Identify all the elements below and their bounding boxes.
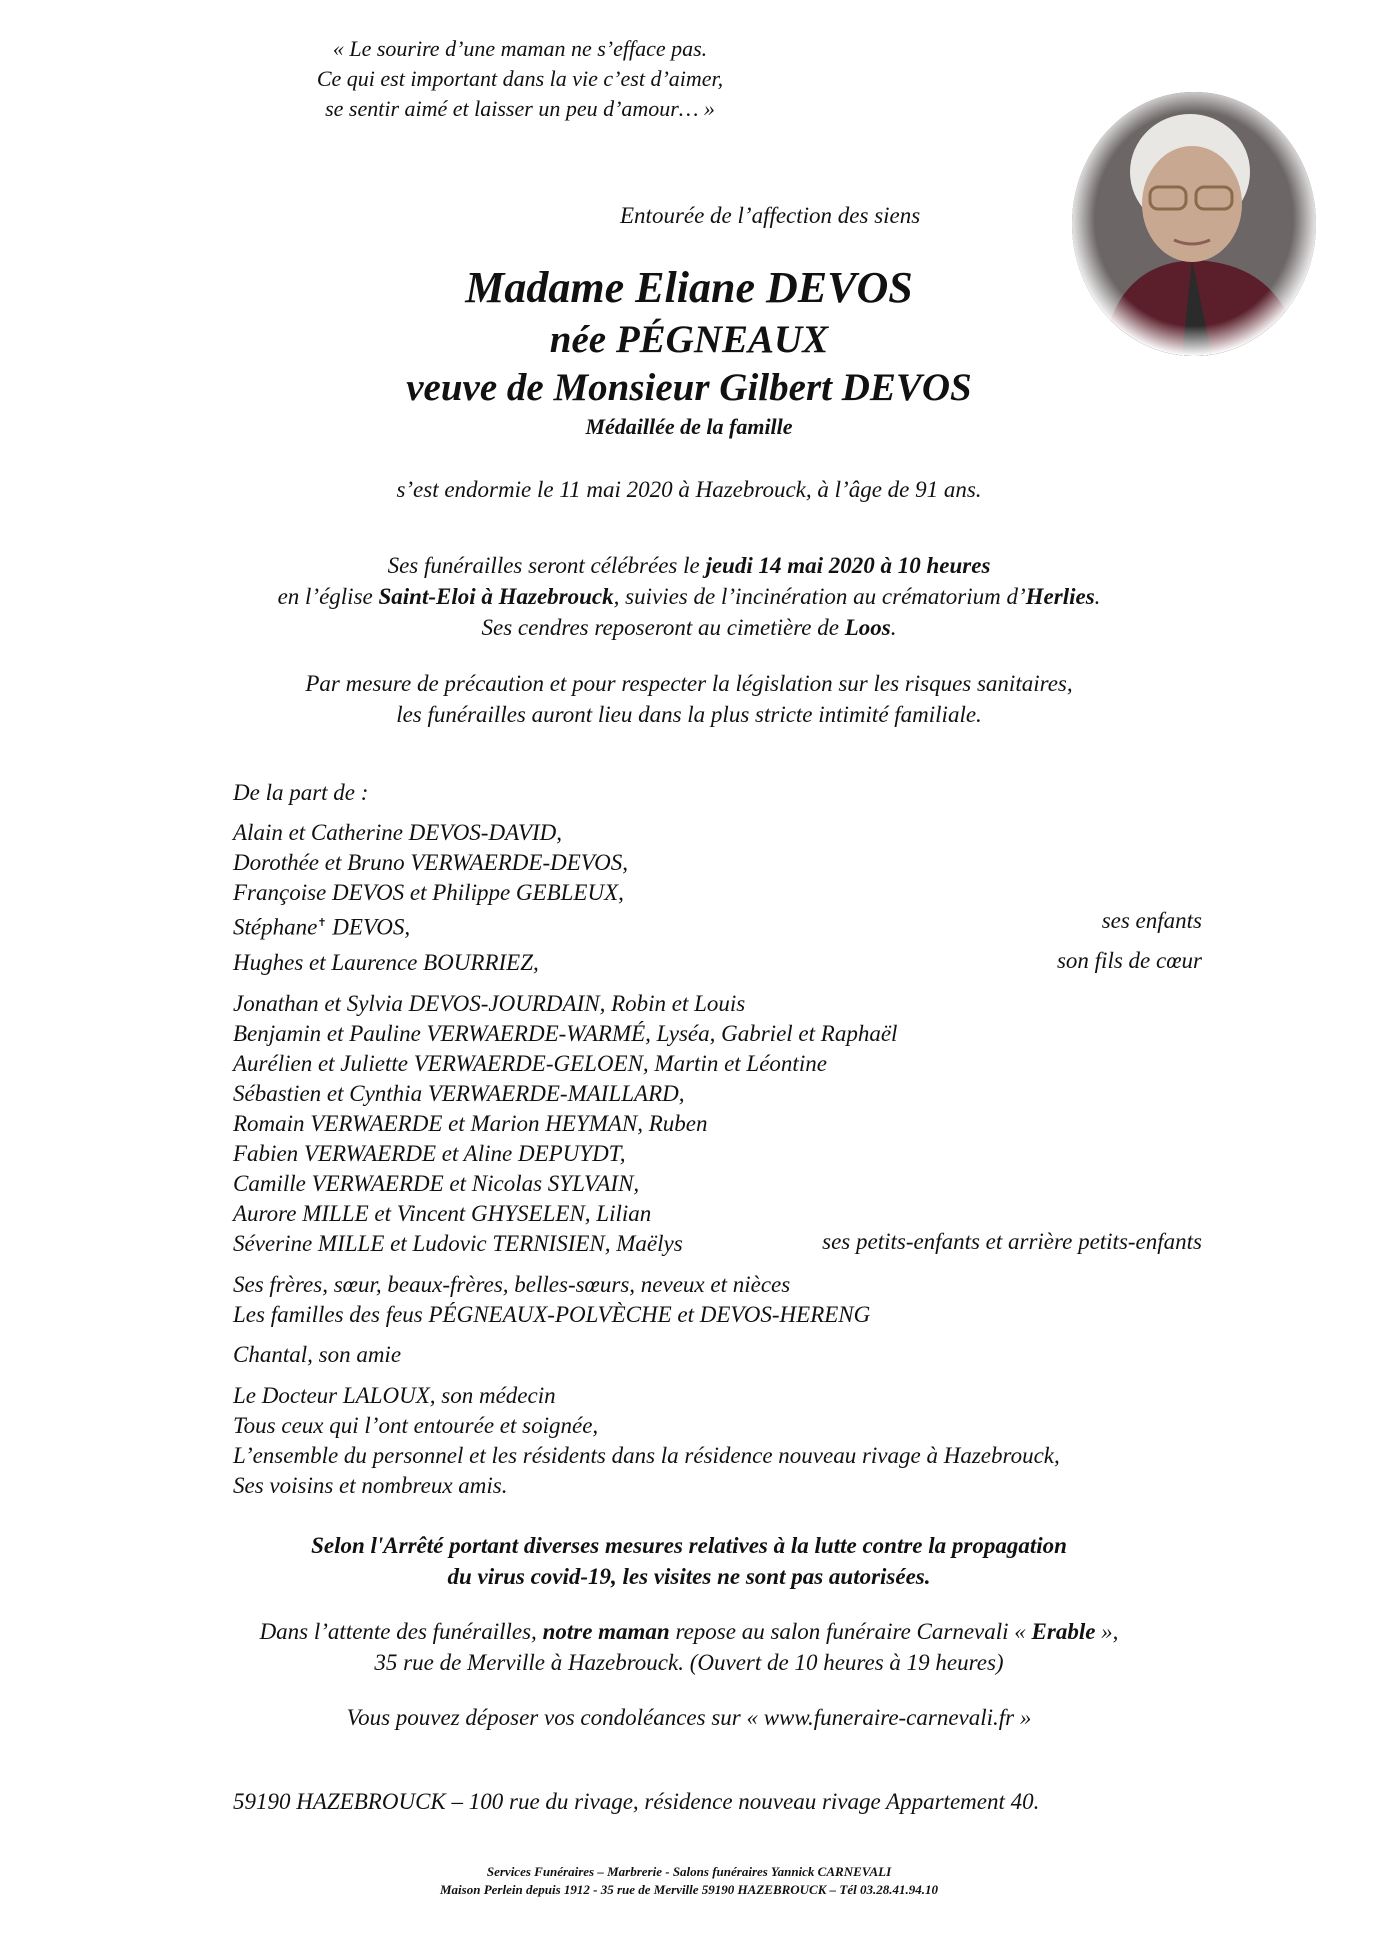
church-name: Saint-Eloi à Hazebrouck: [378, 584, 614, 609]
funeral-text: en l’église: [277, 584, 379, 609]
children-list: [233, 818, 628, 943]
footer-line: Maison Perlein depuis 1912 - 35 rue de Merville 59190 HAZEBROUCK – Tél 03.28.41.94.10: [440, 1882, 938, 1897]
waiting-text: Dans l’attente des funérailles,: [259, 1619, 543, 1644]
list-item: Aurélien et Juliette VERWAERDE-GELOEN, Martin et Léontine: [233, 1051, 827, 1076]
waiting-text: »,: [1095, 1619, 1119, 1644]
from-label: De la part de :: [233, 780, 369, 805]
child-last-name: DEVOS,: [326, 914, 411, 940]
funeral-line-1: [0, 550, 1378, 581]
salon-name: Erable: [1031, 1619, 1096, 1644]
waiting-text: repose au salon funéraire Carnevali «: [669, 1619, 1032, 1644]
precaution-notice: [0, 668, 1378, 730]
list-item: Aurore MILLE et Vincent GHYSELEN, Lilian: [233, 1201, 652, 1226]
list-item: Dorothée et Bruno VERWAERDE-DEVOS,: [233, 850, 628, 875]
funeral-text: Ses cendres reposeront au cimetière de: [481, 615, 845, 640]
list-item: Romain VERWAERDE et Marion HEYMAN, Ruben: [233, 1111, 708, 1136]
funeral-line-2: [0, 581, 1378, 612]
list-item: Camille VERWAERDE et Nicolas SYLVAIN,: [233, 1171, 640, 1196]
surrounded-text: Entourée de l’affection des siens: [620, 203, 921, 228]
deceased-name: Madame Eliane DEVOS: [465, 263, 913, 312]
funeral-line-3: [0, 612, 1378, 643]
waiting-notice: [0, 1616, 1378, 1678]
siblings-list: [233, 1270, 870, 1330]
waiting-line-2: 35 rue de Merville à Hazebrouck. (Ouvert de 10 heures à 19 heures): [374, 1650, 1004, 1675]
funeral-text: , suivies de l’incinération au crématorium d’: [613, 584, 1026, 609]
list-item: L’ensemble du personnel et les résidents dans la résidence nouveau rivage à Hazebrouck,: [233, 1443, 1060, 1468]
funeral-date: jeudi 14 mai 2020 à 10 heures: [705, 553, 991, 578]
covid-notice: [0, 1530, 1378, 1592]
precaution-line: Par mesure de précaution et pour respecter la législation sur les risques sanitaires,: [305, 671, 1073, 696]
funeral-text: Ses funérailles seront célébrées le: [387, 553, 706, 578]
list-item: Sébastien et Cynthia VERWAERDE-MAILLARD,: [233, 1081, 685, 1106]
list-item: Le Docteur LALOUX, son médecin: [233, 1383, 556, 1408]
passed-away-text: s’est endormie le 11 mai 2020 à Hazebrouck, à l’âge de 91 ans.: [396, 477, 982, 502]
crematorium-place: Herlies: [1025, 584, 1095, 609]
list-item: Ses voisins et nombreux amis.: [233, 1473, 508, 1498]
cross-icon: ✝: [317, 917, 327, 929]
list-item: [233, 908, 628, 943]
grandchildren-list: [233, 989, 897, 1259]
others-list: [233, 1381, 1060, 1501]
cemetery-place: Loos: [844, 615, 891, 640]
friend: Chantal, son amie: [233, 1342, 402, 1367]
medal-text: Médaillée de la famille: [585, 414, 793, 439]
list-item: Les familles des feus PÉGNEAUX-POLVÈCHE et DEVOS-HERENG: [233, 1302, 871, 1327]
maiden-name: née PÉGNEAUX: [549, 318, 829, 361]
funeral-details: [0, 550, 1378, 643]
child-first-name: Stéphane: [233, 914, 318, 940]
list-item: Séverine MILLE et Ludovic TERNISIEN, Maëlys: [233, 1231, 683, 1256]
home-address: 59190 HAZEBROUCK – 100 rue du rivage, résidence nouveau rivage Appartement 40.: [233, 1789, 1040, 1814]
widow-of: veuve de Monsieur Gilbert DEVOS: [406, 366, 972, 409]
list-item: Françoise DEVOS et Philippe GEBLEUX,: [233, 880, 624, 905]
children-role: ses enfants: [1101, 908, 1202, 933]
covid-line: du virus covid-19, les visites ne sont pas autorisées.: [447, 1564, 931, 1589]
list-item: Fabien VERWAERDE et Aline DEPUYDT,: [233, 1141, 626, 1166]
list-item: Benjamin et Pauline VERWAERDE-WARMÉ, Lyséa, Gabriel et Raphaël: [233, 1021, 898, 1046]
list-item: Ses frères, sœur, beaux-frères, belles-sœurs, neveux et nièces: [233, 1272, 791, 1297]
our-mother: notre maman: [542, 1619, 670, 1644]
waiting-line-1: [0, 1616, 1378, 1647]
list-item: Alain et Catherine DEVOS-DAVID,: [233, 820, 563, 845]
condolences-text: Vous pouvez déposer vos condoléances sur « www.funeraire-carnevali.fr »: [346, 1705, 1032, 1730]
opening-quote: [240, 34, 800, 124]
list-item: Jonathan et Sylvia DEVOS-JOURDAIN, Robin et Louis: [233, 991, 746, 1016]
covid-line: Selon l'Arrêté portant diverses mesures relatives à la lutte contre la propagation: [311, 1533, 1067, 1558]
quote-line: Ce qui est important dans la vie c’est d’aimer,: [316, 66, 724, 91]
funeral-text: .: [1094, 584, 1101, 609]
precaution-line: les funérailles auront lieu dans la plus stricte intimité familiale.: [396, 702, 982, 727]
footer-line: Services Funéraires – Marbrerie - Salons funéraires Yannick CARNEVALI: [486, 1864, 892, 1879]
quote-line: se sentir aimé et laisser un peu d’amour… »: [325, 96, 715, 121]
funeral-text: .: [890, 615, 897, 640]
quote-line: « Le sourire d’une maman ne s’efface pas.: [332, 36, 708, 61]
son-of-heart: Hughes et Laurence BOURRIEZ,: [233, 950, 539, 975]
list-item: Tous ceux qui l’ont entourée et soignée,: [233, 1413, 599, 1438]
grandchildren-role: ses petits-enfants et arrière petits-enfants: [822, 1229, 1202, 1254]
son-of-heart-role: son fils de cœur: [1056, 948, 1202, 973]
